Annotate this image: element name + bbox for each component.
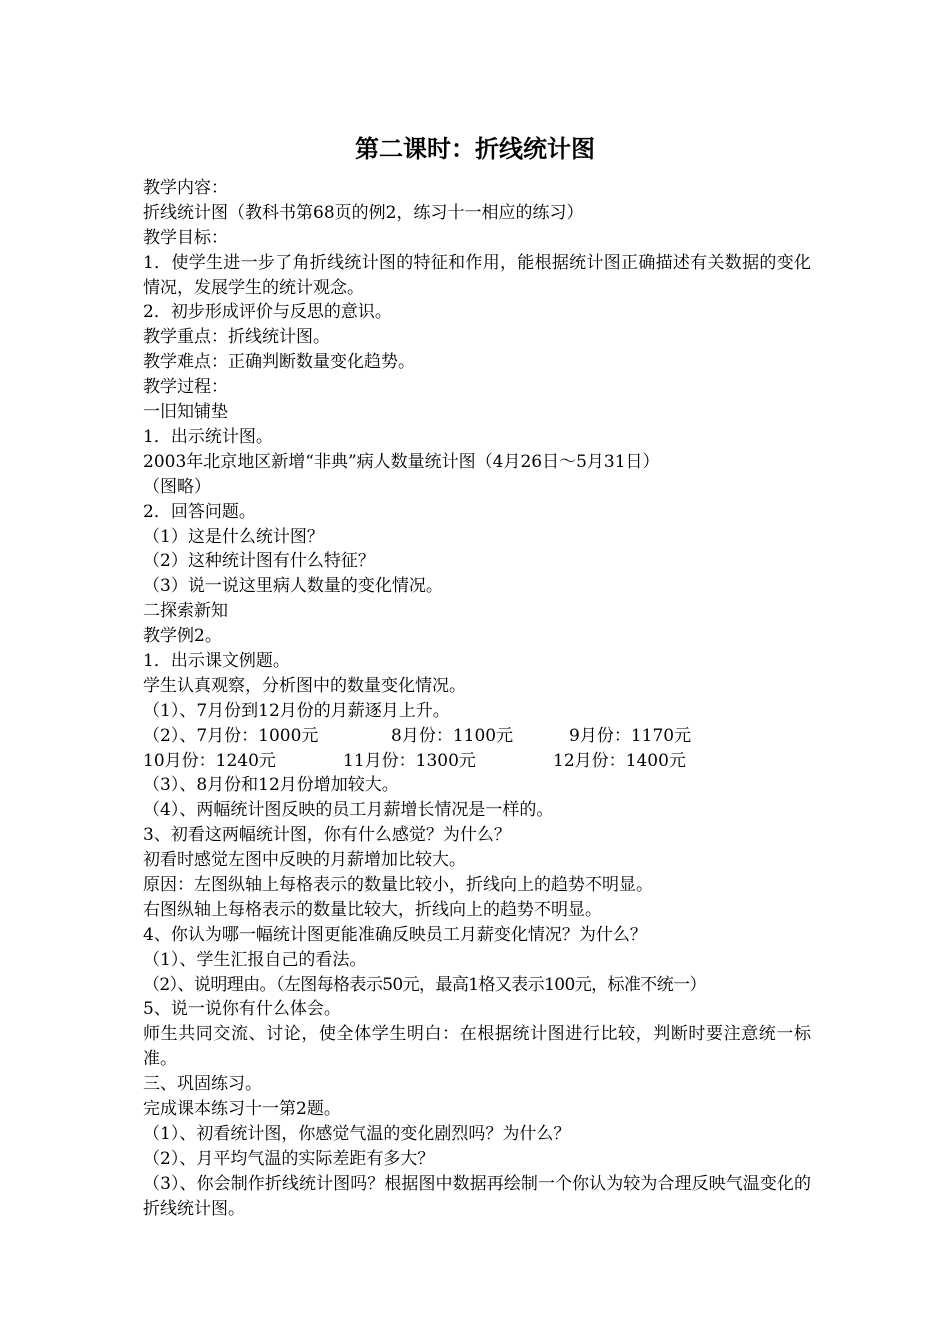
- salary-november: 11月份：1300元: [343, 750, 476, 771]
- list-item: （1）这是什么统计图？: [143, 526, 324, 547]
- paragraph: 折线统计图（教科书第68页的例2，练习十一相应的练习）: [143, 202, 584, 223]
- section-heading: 二探索新知: [143, 601, 228, 622]
- paragraph: 学生认真观察，分析图中的数量变化情况。: [143, 675, 466, 696]
- list-item: （4）、两幅统计图反映的员工月薪增长情况是一样的。: [143, 800, 554, 821]
- paragraph: 2003年北京地区新增“非典”病人数量统计图（4月26日～5月31日）: [143, 451, 660, 472]
- salary-row: [143, 749, 811, 774]
- paragraph: 教学重点：折线统计图。: [143, 327, 330, 348]
- paragraph: 师生共同交流、讨论，使全体学生明白：在根据统计图进行比较，判断时要注意统一标准。: [143, 1024, 811, 1070]
- paragraph: 2．初步形成评价与反思的意识。: [143, 302, 392, 323]
- paragraph: 原因：左图纵轴上每格表示的数量比较小，折线向上的趋势不明显。: [143, 874, 653, 895]
- list-item: （3）说一说这里病人数量的变化情况。: [143, 576, 443, 597]
- salary-row: [143, 724, 811, 749]
- paragraph: 1．使学生进一步了角折线统计图的特征和作用，能根据统计图正确描述有关数据的变化情况，发展学生的统计观念。: [143, 252, 811, 298]
- section-heading-process: 教学过程：: [143, 377, 228, 398]
- list-item: （1）、学生汇报自己的看法。: [143, 949, 367, 970]
- paragraph: 4、你认为哪一幅统计图更能准确反映员工月薪变化情况？为什么？: [143, 924, 647, 945]
- list-item: （2）、说明理由。（左图每格表示50元，最高1格又表示100元，标准不统一）: [143, 974, 706, 995]
- list-item: （3）、8月份和12月份增加较大。: [143, 775, 399, 796]
- list-item: （3）、你会制作折线统计图吗？根据图中数据再绘制一个你认为较为合理反映气温变化的折线统计图。: [143, 1173, 811, 1219]
- salary-july: （2）、7月份：1000元: [143, 725, 319, 746]
- list-item: （1）、7月份到12月份的月薪逐月上升。: [143, 700, 450, 721]
- page-title: 第二课时：折线统计图: [355, 134, 595, 163]
- list-item: （2）这种统计图有什么特征？: [143, 551, 375, 572]
- list-item: （2）、月平均气温的实际差距有多大？: [143, 1148, 435, 1169]
- section-heading: 一旧知铺垫: [143, 402, 228, 423]
- paragraph: 1．出示课文例题。: [143, 650, 290, 671]
- salary-october: 10月份：1240元: [143, 750, 276, 771]
- section-heading-goals: 教学目标：: [143, 227, 228, 248]
- paragraph: 3、初看这两幅统计图，你有什么感觉？为什么？: [143, 825, 511, 846]
- paragraph: 2．回答问题。: [143, 501, 256, 522]
- list-item: （1）、初看统计图，你感觉气温的变化剧烈吗？为什么？: [143, 1123, 571, 1144]
- paragraph: （图略）: [143, 476, 211, 497]
- salary-september: 9月份：1170元: [569, 725, 692, 746]
- section-heading-content: 教学内容：: [143, 178, 228, 198]
- paragraph: 教学难点：正确判断数量变化趋势。: [143, 352, 415, 373]
- paragraph: 完成课本练习十一第2题。: [143, 1099, 341, 1120]
- paragraph: 初看时感觉左图中反映的月薪增加比较大。: [143, 850, 466, 871]
- paragraph: 教学例2。: [143, 626, 222, 647]
- salary-august: 8月份：1100元: [391, 725, 514, 746]
- section-heading: 三、巩固练习。: [143, 1074, 262, 1095]
- paragraph: 右图纵轴上每格表示的数量比较大，折线向上的趋势不明显。: [143, 899, 602, 920]
- paragraph: 5、说一说你有什么体会。: [143, 999, 341, 1020]
- paragraph: 1．出示统计图。: [143, 426, 273, 447]
- lesson-body: [143, 176, 811, 1222]
- salary-december: 12月份：1400元: [553, 750, 686, 771]
